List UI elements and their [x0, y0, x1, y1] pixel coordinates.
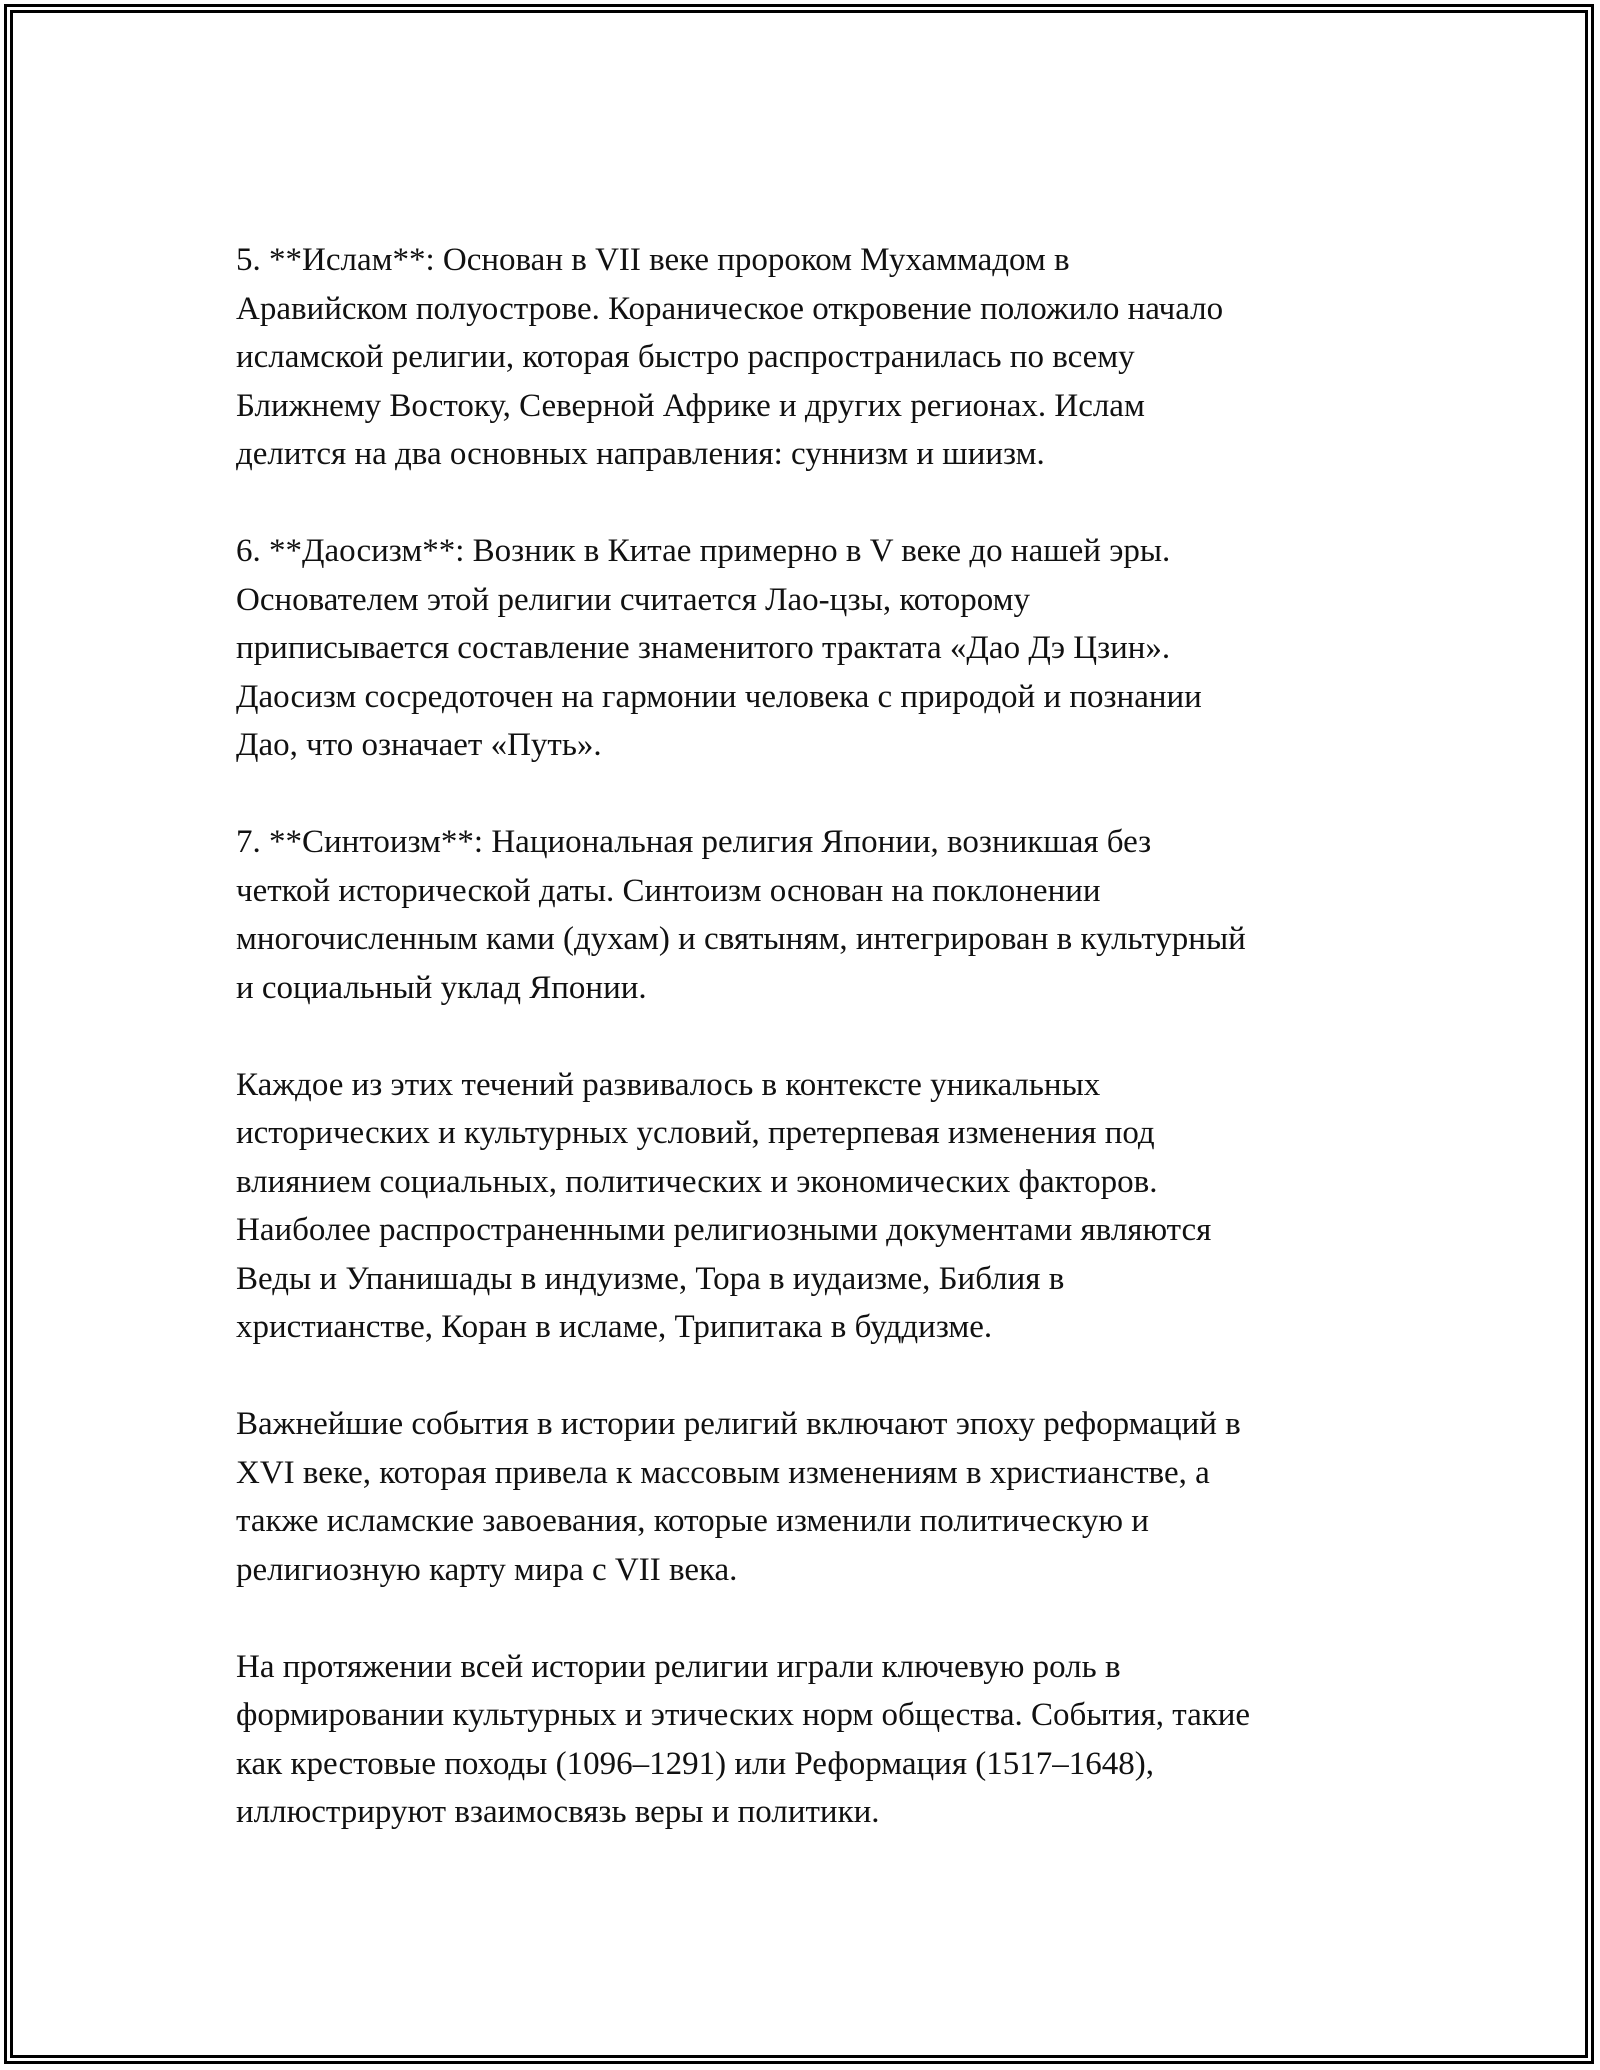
paragraph-conclusion: На протяжении всей истории религии играли ключевую роль в формировании культурных и этических норм общества. События, такие как крестовые походы (1096–1291) или Реформация (1517–1648), иллюстрируют взаимосвязь веры и политики.: [236, 1648, 1251, 1830]
paragraph-key-events: Важнейшие события в истории религий включают эпоху реформаций в XVI веке, которая привела к массовым изменениям в христианстве, а также исламские завоевания, которые изменили политическую и религиозную карту мира с VII века.: [236, 1406, 1241, 1588]
paragraph-taoism: 6. **Даосизм**: Возник в Китае примерно в V веке до нашей эры. Основателем этой религии считается Лао-цзы, которому приписывается составление знаменитого трактата «Дао Дэ Цзин». Даосизм сосредоточен на гармонии человека с природой и познании Дао, что означает «Путь».: [236, 533, 1202, 763]
paragraph-shinto: 7. **Синтоизм**: Национальная религия Японии, возникшая без четкой исторической даты. Синтоизм основан на поклонении многочисленным ками (духам) и святыням, интегрирован в культурный и социальный уклад Японии.: [236, 824, 1246, 1006]
document-body: [236, 236, 1386, 1885]
paragraph-context: Каждое из этих течений развивалось в контексте уникальных исторических и культурных условий, претерпевая изменения под влиянием социальных, политических и экономических факторов. Наиболее распространенными религиозными документами являются Веды и Упанишады в индуизме, Тора в иудаизме, Библия в христианстве, Коран в исламе, Трипитака в буддизме.: [236, 1066, 1212, 1345]
paragraph-islam: 5. **Ислам**: Основан в VII веке пророком Мухаммадом в Аравийском полуострове. Кораническое откровение положило начало исламской религии, которая быстро распространилась по всему Ближнему Востоку, Северной Африке и других регионах. Ислам делится на два основных направления: суннизм и шиизм.: [236, 242, 1224, 472]
